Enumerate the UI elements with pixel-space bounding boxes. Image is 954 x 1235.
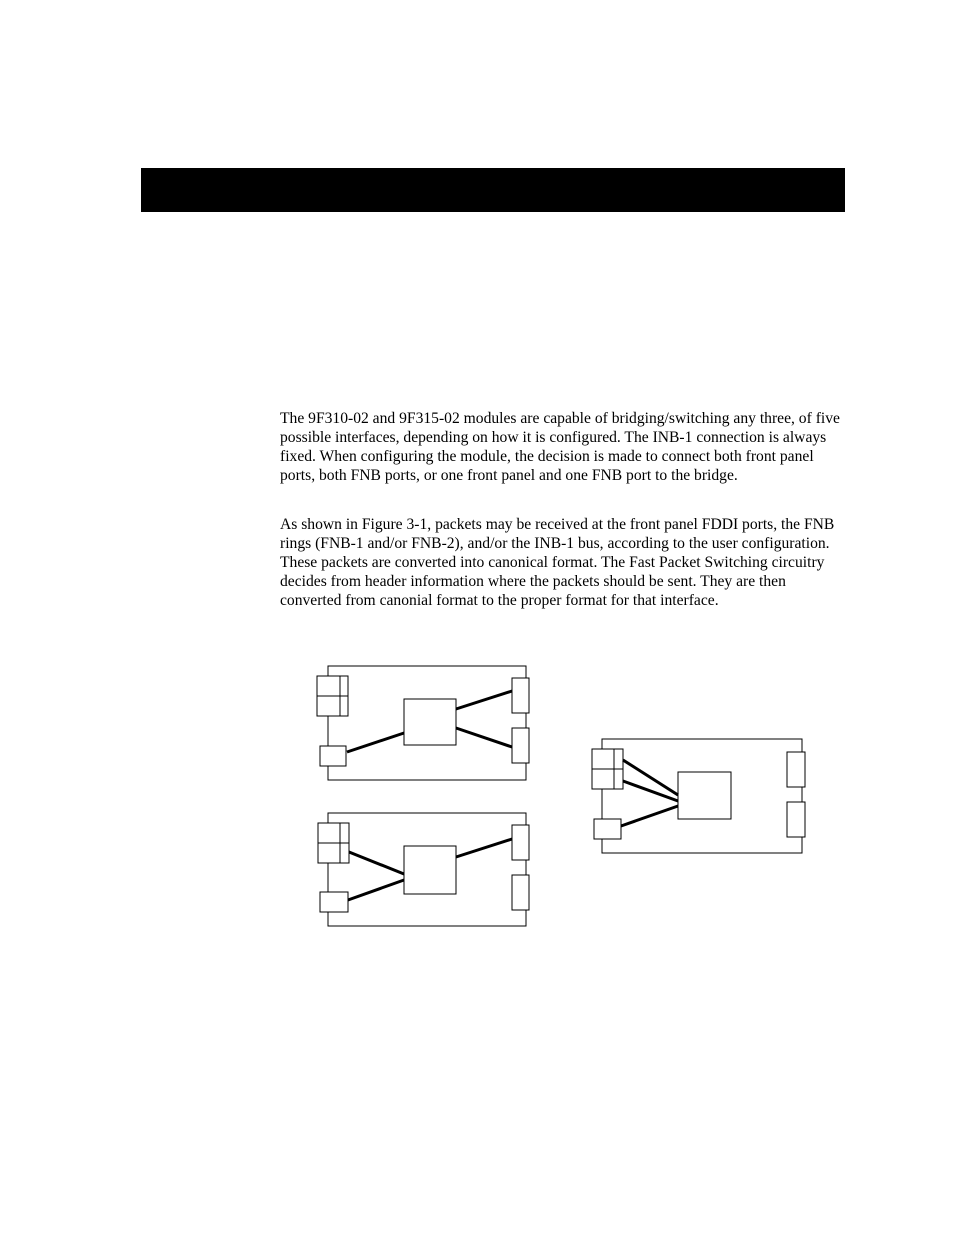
bridge-core — [404, 699, 456, 745]
config-diagram-2 — [318, 813, 529, 926]
body-paragraph-1: The 9F310-02 and 9F315-02 modules are capable of bridging/switching any three, of five possible interfaces, depending on how it is configured. The INB-1 connection is always fixed. When configuring the module, the decision is made to connect both front panel ports, both FNB ports, or one front panel and one FNB port to the bridge. — [280, 410, 840, 484]
inb-port — [320, 892, 348, 912]
config-diagram-1 — [317, 666, 529, 780]
inb-port — [320, 746, 346, 766]
fnb-port-1 — [787, 752, 805, 787]
fnb-port-2 — [787, 802, 805, 837]
inb-port — [594, 819, 621, 839]
fnb-port-1 — [512, 825, 529, 860]
body-paragraph-2: As shown in Figure 3-1, packets may be received at the front panel FDDI ports, the FNB rings (FNB-1 and/or FNB-2), and/or the INB-1 bus, according to the user configuration. These packets are converted into canonical format. The Fast Packet Switching circuitry decides from header information where the packets should be sent. They are then converted from canonial format to the proper format for that interface. — [280, 516, 835, 609]
fnb-port-1 — [512, 678, 529, 713]
config-diagram-3 — [592, 739, 805, 853]
bridge-core — [678, 772, 731, 819]
fnb-port-2 — [512, 728, 529, 763]
fnb-port-2 — [512, 875, 529, 910]
bridge-core — [404, 846, 456, 894]
